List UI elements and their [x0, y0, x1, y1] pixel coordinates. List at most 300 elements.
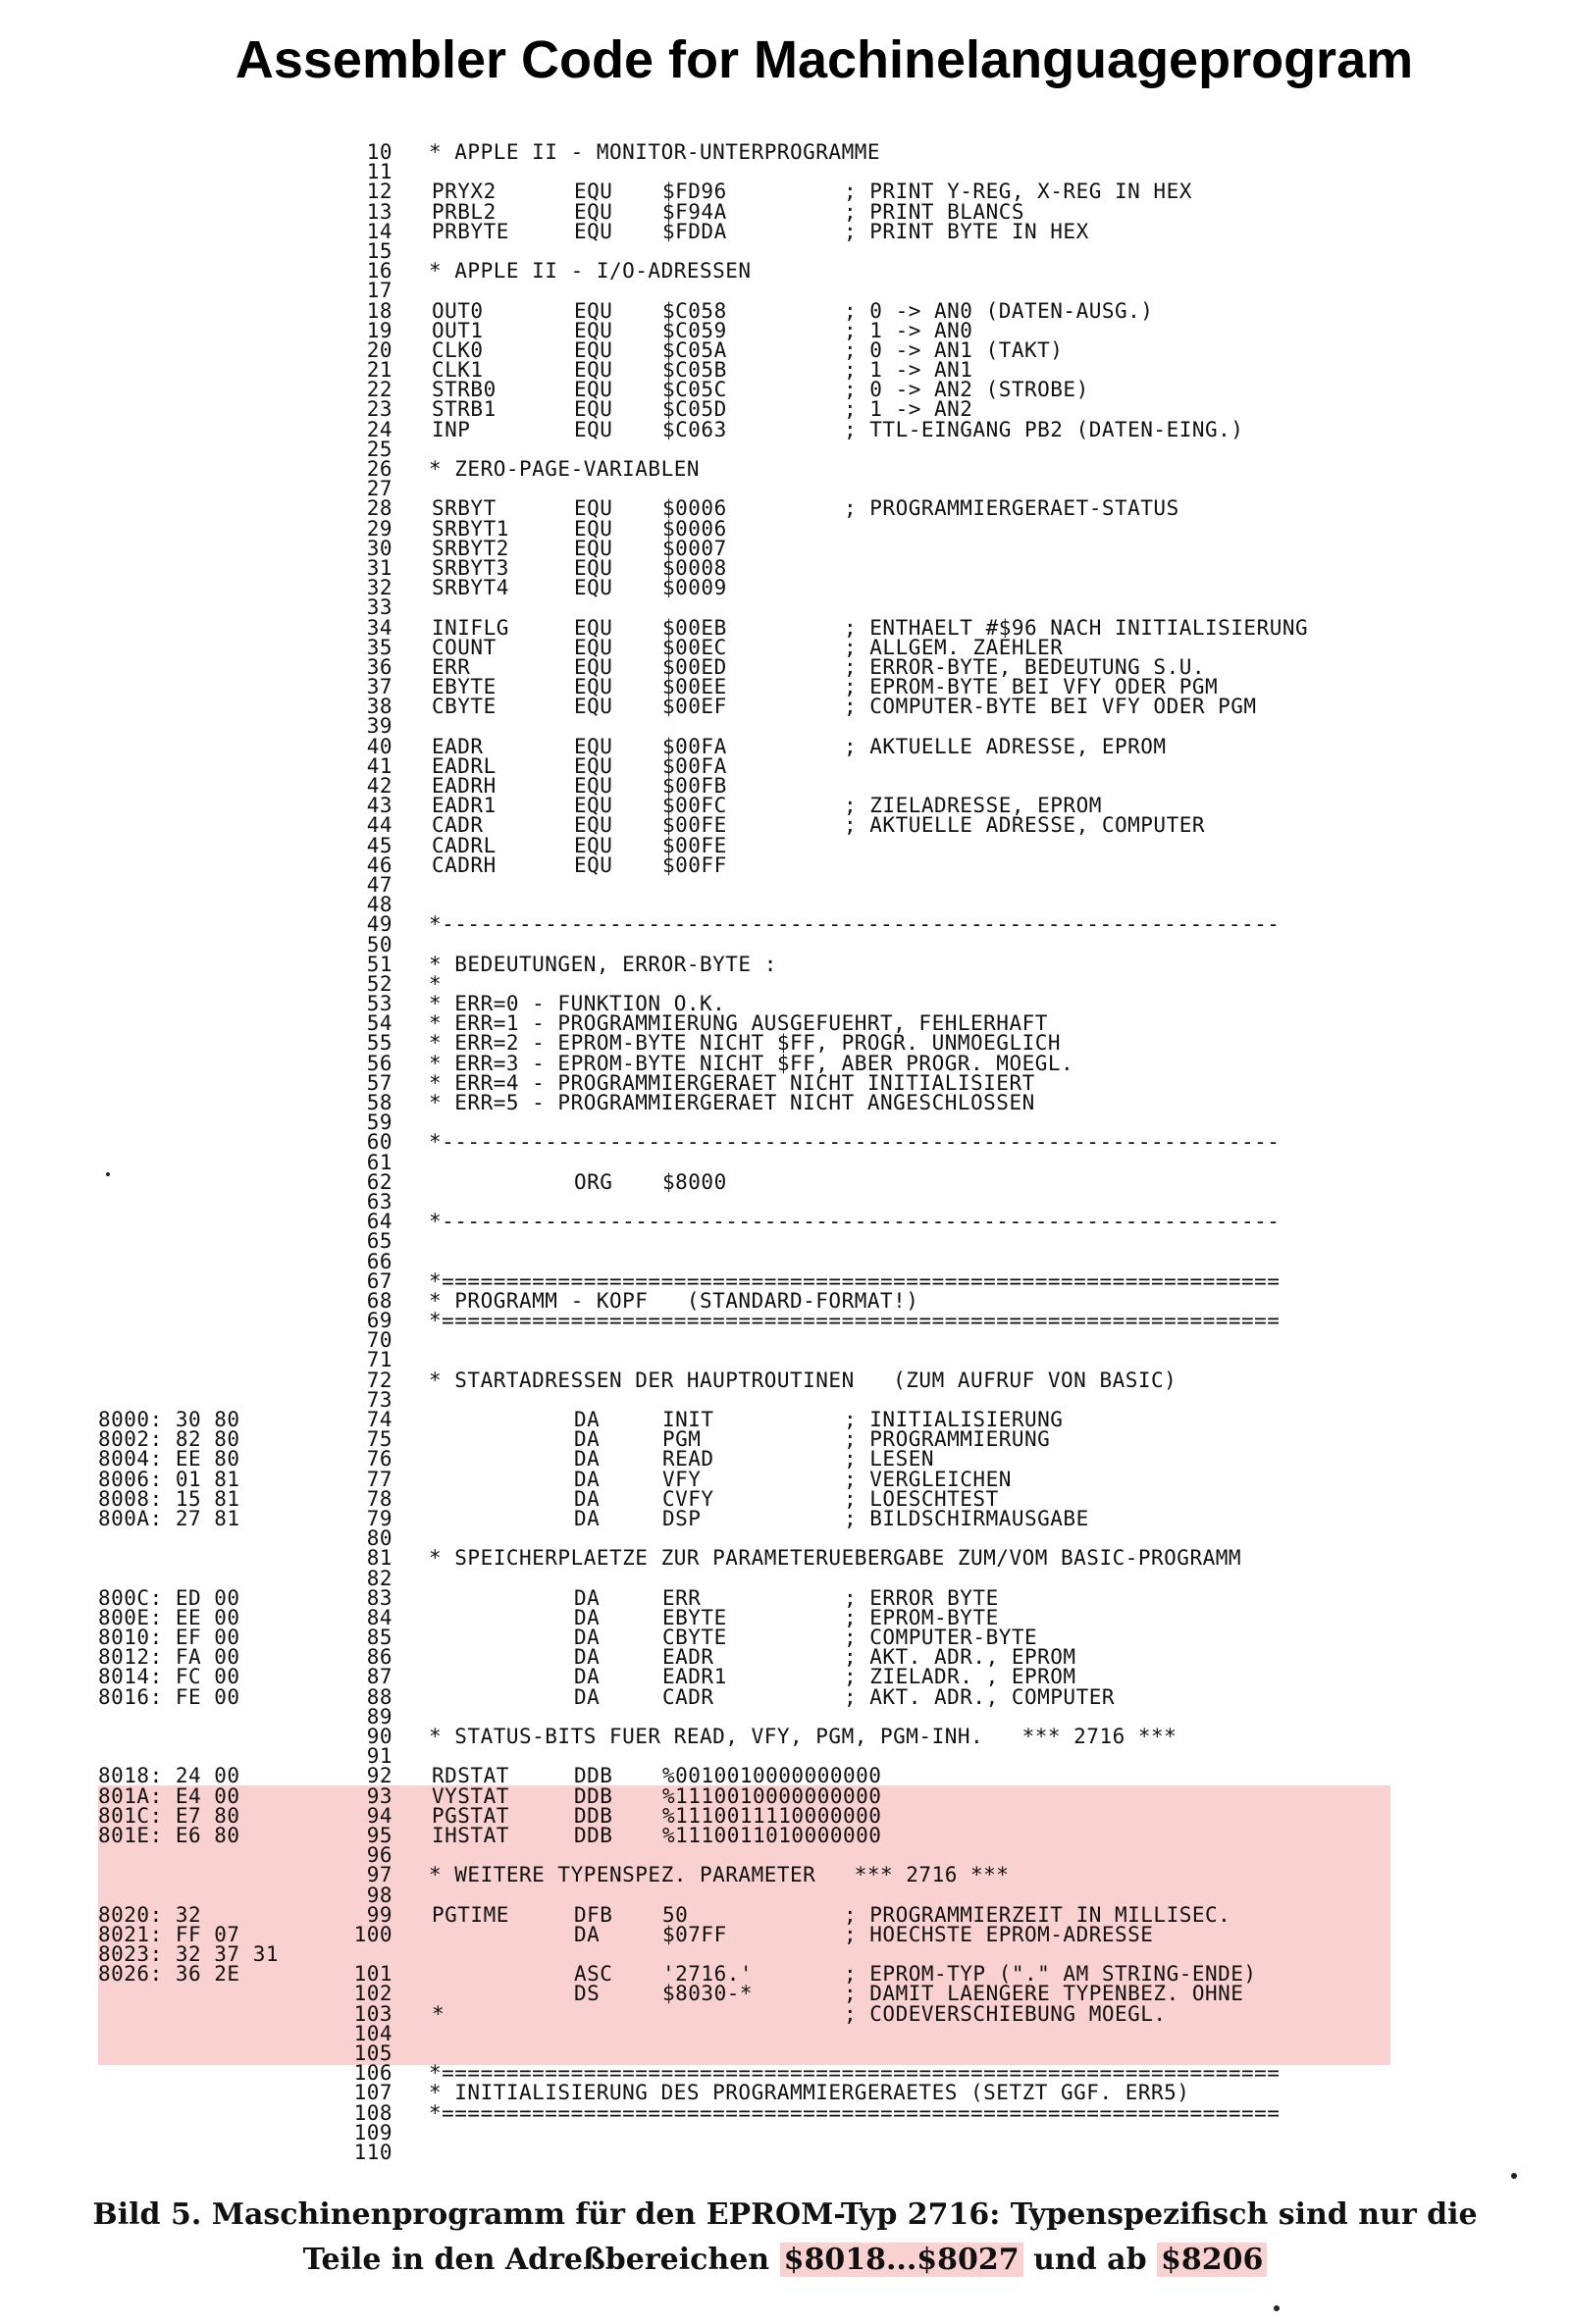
row-address-bytes: 8016: FE 00: [98, 1684, 240, 1709]
row-line-number: 85: [366, 1626, 392, 1650]
row-line-number: 20: [366, 337, 392, 362]
listing-row: [98, 1783, 1531, 1808]
row-line-number: 22: [366, 378, 392, 402]
row-operand: $00ED: [662, 654, 727, 679]
row-operand: $8000: [662, 1169, 727, 1194]
listing-row: [98, 199, 1531, 224]
row-opcode: EQU: [574, 496, 613, 521]
listing-row: [98, 595, 1531, 620]
row-comment: ; PROGRAMMIERUNG: [844, 1427, 1051, 1452]
row-operand: $0009: [662, 576, 727, 600]
row-opcode: EQU: [574, 813, 613, 838]
listing-row: [98, 1011, 1531, 1036]
row-line-number: 91: [366, 1744, 392, 1769]
row-comment: ; DAMIT LAENGERE TYPENBEZ. OHNE: [844, 1982, 1244, 2006]
listing-row: [98, 1962, 1531, 1987]
row-line-number: 83: [366, 1585, 392, 1610]
row-comment: ; 1 -> AN0: [844, 318, 973, 342]
row-opcode: EQU: [574, 516, 613, 541]
row-line-number: 75: [366, 1427, 392, 1452]
listing-row: [98, 337, 1531, 362]
listing-row: [98, 1288, 1531, 1313]
listing-row: [98, 695, 1531, 719]
listing-row: [98, 1370, 1531, 1390]
row-operand: %1110011110000000: [662, 1803, 882, 1828]
row-line-number: 25: [366, 437, 392, 461]
row-line-number: 109: [353, 2120, 392, 2144]
caption-line-1: Bild 5. Maschinenprogramm für den EPROM-Typ 2716: Typenspezifisch sind nur die: [92, 2197, 1478, 2232]
page-title: Assembler Code for Machinelanguageprogram: [235, 30, 1414, 89]
row-opcode: EQU: [574, 337, 613, 362]
row-operand: %0010010000000000: [662, 1764, 882, 1788]
row-opcode: EQU: [574, 774, 613, 798]
row-line-number: 87: [366, 1665, 392, 1689]
row-opcode: DA: [574, 1506, 601, 1530]
row-text: * ZERO-PAGE-VARIABLEN: [429, 457, 701, 481]
assembler-listing: [98, 142, 1531, 2162]
row-operand: $00FA: [662, 753, 727, 778]
row-comment: ; ERROR BYTE: [844, 1585, 999, 1610]
listing-row: [98, 1070, 1531, 1095]
row-line-number: 64: [366, 1210, 392, 1234]
row-line-number: 15: [366, 238, 392, 263]
row-opcode: DA: [574, 1922, 601, 1946]
row-label: CBYTE: [432, 695, 497, 719]
row-operand: $00EC: [662, 635, 727, 659]
row-line-number: 51: [366, 952, 392, 976]
row-opcode: ASC: [574, 1962, 613, 1987]
row-text: *=================================================================: [429, 1309, 1281, 1333]
row-comment: ; 1 -> AN1: [844, 358, 973, 383]
row-label: PRBL2: [432, 199, 497, 224]
row-line-number: 27: [366, 477, 392, 501]
row-text: * APPLE II - I/O-ADRESSEN: [429, 259, 752, 284]
row-line-number: 71: [366, 1348, 392, 1372]
row-operand: '2716.': [662, 1962, 754, 1987]
row-address-bytes: 8023: 32 37 31: [98, 1942, 280, 1967]
listing-row: [98, 397, 1531, 422]
row-line-number: 60: [366, 1130, 392, 1155]
row-opcode: DA: [574, 1665, 601, 1689]
row-line-number: 40: [366, 734, 392, 758]
row-line-number: 62: [366, 1169, 392, 1194]
listing-row: [98, 1328, 1531, 1353]
listing-row: [98, 893, 1531, 917]
listing-row: [98, 1031, 1531, 1056]
row-opcode: EQU: [574, 199, 613, 224]
row-opcode: DDB: [574, 1823, 613, 1847]
listing-row: [98, 1526, 1531, 1551]
row-line-number: 54: [366, 1011, 392, 1036]
row-operand: READ: [662, 1447, 714, 1472]
listing-row: [98, 1626, 1531, 1650]
row-line-number: 33: [366, 595, 392, 620]
row-opcode: DFB: [574, 1902, 613, 1927]
row-text: * SPEICHERPLAETZE ZUR PARAMETERUEBERGABE ZUM/VOM BASIC-PROGRAMM: [429, 1546, 1242, 1571]
listing-row: [98, 2001, 1531, 2026]
listing-row: [98, 477, 1531, 501]
row-address-bytes: 801C: E7 80: [98, 1803, 240, 1828]
row-operand: $0008: [662, 555, 727, 580]
row-line-number: 10: [366, 140, 392, 164]
row-line-number: 53: [366, 992, 392, 1016]
row-operand: EADR: [662, 1645, 714, 1670]
row-label: SRBYT: [432, 496, 497, 521]
row-comment: ; ALLGEM. ZAEHLER: [844, 635, 1064, 659]
scan-speck: [1274, 2305, 1280, 2311]
row-opcode: EQU: [574, 852, 613, 877]
listing-row: [98, 180, 1531, 204]
row-opcode: EQU: [574, 576, 613, 600]
listing-row: [98, 1486, 1531, 1511]
listing-row: [98, 1942, 1531, 1967]
row-line-number: 84: [366, 1605, 392, 1629]
row-line-number: 95: [366, 1823, 392, 1847]
row-line-number: 26: [366, 457, 392, 481]
listing-row: [98, 1823, 1531, 1847]
row-operand: ERR: [662, 1585, 702, 1610]
row-line-number: 44: [366, 813, 392, 838]
row-operand: $FDDA: [662, 219, 727, 243]
listing-row: [98, 1885, 1531, 1905]
row-opcode: DDB: [574, 1764, 613, 1788]
row-opcode: EQU: [574, 635, 613, 659]
listing-row: [98, 576, 1531, 600]
row-opcode: DA: [574, 1467, 601, 1491]
row-operand: $C063: [662, 417, 727, 441]
row-line-number: 37: [366, 675, 392, 699]
listing-row: [98, 1093, 1531, 1112]
listing-row: [98, 833, 1531, 857]
row-line-number: 67: [366, 1268, 392, 1293]
row-line-number: 48: [366, 893, 392, 917]
row-operand: $0006: [662, 496, 727, 521]
row-opcode: EQU: [574, 794, 613, 818]
listing-row: [98, 417, 1531, 441]
row-address-bytes: 8018: 24 00: [98, 1764, 240, 1788]
row-operand: $00EB: [662, 615, 727, 640]
row-line-number: 21: [366, 358, 392, 383]
row-line-number: 28: [366, 496, 392, 521]
listing-row: [98, 654, 1531, 679]
row-line-number: 57: [366, 1070, 392, 1095]
row-operand: $8030-*: [662, 1982, 754, 2006]
row-line-number: 19: [366, 318, 392, 342]
row-comment: ; ENTHAELT #$96 NACH INITIALISIERUNG: [844, 615, 1309, 640]
row-address-bytes: 8014: FC 00: [98, 1665, 240, 1689]
row-comment: ; 0 -> AN2 (STROBE): [844, 378, 1089, 402]
row-line-number: 56: [366, 1051, 392, 1075]
row-line-number: 103: [353, 2001, 392, 2026]
listing-row: [98, 971, 1531, 996]
row-label: CADRH: [432, 852, 497, 877]
row-text: * ERR=1 - PROGRAMMIERUNG AUSGEFUEHRT, FEHLERHAFT: [429, 1011, 1048, 1036]
row-line-number: 14: [366, 219, 392, 243]
row-label: PGTIME: [432, 1902, 509, 1927]
listing-row: [98, 1249, 1531, 1273]
listing-row: [98, 2043, 1531, 2063]
listing-row: [98, 2140, 1531, 2164]
row-comment: ; 0 -> AN0 (DATEN-AUSG.): [844, 298, 1154, 323]
listing-row: [98, 298, 1531, 323]
row-text: * APPLE II - MONITOR-UNTERPROGRAMME: [429, 140, 881, 164]
row-text: *-----------------------------------------------------------------: [429, 1210, 1281, 1234]
row-label: PRBYTE: [432, 219, 509, 243]
row-label: CADR: [432, 813, 484, 838]
listing-row: [98, 1704, 1531, 1729]
row-line-number: 36: [366, 654, 392, 679]
row-operand: $C058: [662, 298, 727, 323]
row-line-number: 108: [353, 2100, 392, 2125]
row-line-number: 38: [366, 695, 392, 719]
listing-row: [98, 1309, 1531, 1333]
listing-row: [98, 1348, 1531, 1372]
row-operand: $00FE: [662, 813, 727, 838]
caption-range-highlight: $8018...$8027: [780, 2243, 1023, 2277]
listing-row: [98, 318, 1531, 342]
row-label: *: [432, 2001, 445, 2026]
row-opcode: EQU: [574, 417, 613, 441]
row-operand: INIT: [662, 1408, 714, 1431]
row-operand: $0007: [662, 536, 727, 560]
row-comment: ; ZIELADRESSE, EPROM: [844, 794, 1102, 818]
row-comment: ; PROGRAMMIERZEIT IN MILLISEC.: [844, 1902, 1231, 1927]
row-text: * WEITERE TYPENSPEZ. PARAMETER *** 2716 ***: [429, 1863, 1010, 1887]
row-comment: ; PRINT BYTE IN HEX: [844, 219, 1089, 243]
row-line-number: 16: [366, 259, 392, 284]
row-operand: $00FF: [662, 852, 727, 877]
row-comment: ; AKTUELLE ADRESSE, EPROM: [844, 734, 1167, 758]
row-label: SRBYT3: [432, 555, 509, 580]
row-operand: $FD96: [662, 180, 727, 204]
listing-row: [98, 516, 1531, 541]
row-line-number: 104: [353, 2021, 392, 2045]
listing-row: [98, 776, 1531, 796]
row-comment: ; PRINT BLANCS: [844, 199, 1025, 224]
row-line-number: 24: [366, 417, 392, 441]
row-label: SRBYT1: [432, 516, 509, 541]
row-line-number: 23: [366, 397, 392, 422]
row-label: CLK0: [432, 337, 484, 362]
row-comment: ; PROGRAMMIERGERAET-STATUS: [844, 496, 1179, 521]
row-opcode: DA: [574, 1684, 601, 1709]
row-comment: ; AKT. ADR., COMPUTER: [844, 1684, 1116, 1709]
row-line-number: 45: [366, 833, 392, 857]
row-opcode: EQU: [574, 734, 613, 758]
listing-row: [98, 1427, 1531, 1452]
row-label: RDSTAT: [432, 1764, 509, 1788]
row-text: *-----------------------------------------------------------------: [429, 912, 1281, 937]
listing-row: [98, 1229, 1531, 1254]
row-operand: $C05A: [662, 337, 727, 362]
row-line-number: 61: [366, 1150, 392, 1174]
row-opcode: EQU: [574, 397, 613, 422]
row-line-number: 82: [366, 1566, 392, 1590]
listing-row: [98, 794, 1531, 818]
listing-row: [98, 753, 1531, 778]
row-text: *=================================================================: [429, 1268, 1281, 1293]
listing-row: [98, 1922, 1531, 1946]
row-text: * STARTADRESSEN DER HAUPTROUTINEN (ZUM AUFRUF VON BASIC): [429, 1368, 1178, 1392]
row-opcode: EQU: [574, 298, 613, 323]
row-line-number: 77: [366, 1467, 392, 1491]
row-line-number: 42: [366, 774, 392, 798]
row-opcode: EQU: [574, 555, 613, 580]
row-line-number: 50: [366, 932, 392, 956]
row-address-bytes: 8004: EE 80: [98, 1447, 240, 1472]
row-label: EADR1: [432, 794, 497, 818]
listing-row: [98, 142, 1531, 162]
row-opcode: ORG: [574, 1169, 613, 1194]
row-label: INIFLG: [432, 615, 509, 640]
row-comment: ; INITIALISIERUNG: [844, 1408, 1064, 1431]
listing-row: [98, 496, 1531, 521]
listing-row: [98, 992, 1531, 1016]
listing-row: [98, 259, 1531, 284]
row-address-bytes: 800A: 27 81: [98, 1506, 240, 1530]
row-text: *=================================================================: [429, 2100, 1281, 2125]
row-opcode: DS: [574, 1982, 601, 2006]
row-text: *: [429, 971, 443, 996]
row-line-number: 94: [366, 1803, 392, 1828]
listing-row: [98, 1684, 1531, 1709]
row-operand: %1110010000000000: [662, 1783, 882, 1808]
row-address-bytes: 800C: ED 00: [98, 1585, 240, 1610]
caption-address-highlight: $8206: [1157, 2243, 1267, 2277]
row-operand: 50: [662, 1902, 689, 1927]
listing-row: [98, 1585, 1531, 1610]
row-operand: PGM: [662, 1427, 702, 1452]
listing-row: [98, 1051, 1531, 1075]
listing-row: [98, 1546, 1531, 1571]
listing-row: [98, 219, 1531, 243]
row-comment: ; EPROM-TYP ("." AM STRING-ENDE): [844, 1962, 1257, 1987]
listing-row: [98, 279, 1531, 303]
row-comment: ; PRINT Y-REG, X-REG IN HEX: [844, 180, 1192, 204]
listing-row: [98, 2061, 1531, 2086]
row-line-number: 43: [366, 794, 392, 818]
row-label: PRYX2: [432, 180, 497, 204]
listing-row: [98, 1605, 1531, 1629]
row-text: * PROGRAMM - KOPF (STANDARD-FORMAT!): [429, 1288, 919, 1313]
row-address-bytes: 8008: 15 81: [98, 1486, 240, 1511]
row-opcode: DA: [574, 1585, 601, 1610]
row-operand: $C05C: [662, 378, 727, 402]
listing-row: [98, 677, 1531, 697]
listing-row: [98, 1110, 1531, 1135]
row-line-number: 100: [353, 1922, 392, 1946]
row-line-number: 39: [366, 714, 392, 739]
listing-row: [98, 2021, 1531, 2045]
row-line-number: 78: [366, 1486, 392, 1511]
listing-row: [98, 378, 1531, 402]
listing-row: [98, 160, 1531, 184]
row-address-bytes: 8000: 30 80: [98, 1408, 240, 1431]
listing-row: [98, 1865, 1531, 1885]
row-text: * ERR=0 - FUNKTION O.K.: [429, 992, 726, 1016]
row-opcode: DA: [574, 1486, 601, 1511]
listing-row: [98, 1902, 1531, 1927]
listing-row: [98, 635, 1531, 659]
row-comment: ; COMPUTER-BYTE: [844, 1626, 1038, 1650]
listing-row: [98, 1744, 1531, 1769]
listing-row: [98, 1645, 1531, 1670]
row-operand: $00FE: [662, 833, 727, 857]
row-label: SRBYT4: [432, 576, 509, 600]
row-line-number: 46: [366, 852, 392, 877]
row-comment: ; AKTUELLE ADRESSE, COMPUTER: [844, 813, 1206, 838]
row-address-bytes: 8002: 82 80: [98, 1427, 240, 1452]
row-line-number: 89: [366, 1704, 392, 1729]
row-text: * ERR=2 - EPROM-BYTE NICHT $FF, PROGR. UNMOEGLICH: [429, 1031, 1062, 1056]
listing-row: [98, 1150, 1531, 1174]
listing-row: [98, 1727, 1531, 1746]
row-label: PGSTAT: [432, 1803, 509, 1828]
row-line-number: 12: [366, 180, 392, 204]
listing-row: [98, 734, 1531, 758]
listing-row: [98, 1843, 1531, 1868]
row-opcode: DA: [574, 1408, 601, 1431]
row-line-number: 70: [366, 1328, 392, 1353]
row-address-bytes: 800E: EE 00: [98, 1605, 240, 1629]
row-line-number: 86: [366, 1645, 392, 1670]
listing-row: [98, 1189, 1531, 1214]
row-line-number: 11: [366, 160, 392, 184]
listing-row: [98, 932, 1531, 956]
row-operand: $C05B: [662, 358, 727, 383]
row-label: VYSTAT: [432, 1783, 509, 1808]
row-opcode: DA: [574, 1427, 601, 1452]
row-operand: $00FB: [662, 774, 727, 798]
row-opcode: EQU: [574, 180, 613, 204]
row-label: SRBYT2: [432, 536, 509, 560]
row-text: * BEDEUTUNGEN, ERROR-BYTE :: [429, 952, 777, 976]
caption-line-2: [0, 2238, 1570, 2283]
listing-row: [98, 555, 1531, 580]
row-label: EADR: [432, 734, 484, 758]
listing-row: [98, 1447, 1531, 1472]
listing-row: [98, 1803, 1531, 1828]
listing-row: [98, 714, 1531, 739]
row-operand: CADR: [662, 1684, 714, 1709]
row-label: OUT0: [432, 298, 484, 323]
listing-row: [98, 852, 1531, 877]
row-operand: $00EF: [662, 695, 727, 719]
row-line-number: 17: [366, 279, 392, 303]
row-line-number: 88: [366, 1684, 392, 1709]
row-comment: ; VERGLEICHEN: [844, 1467, 1012, 1491]
row-line-number: 63: [366, 1189, 392, 1214]
listing-row: [98, 1467, 1531, 1491]
row-label: INP: [432, 417, 471, 441]
row-operand: %1110011010000000: [662, 1823, 882, 1847]
row-text: * ERR=4 - PROGRAMMIERGERAET NICHT INITIALISIERT: [429, 1070, 1035, 1095]
row-label: EADRL: [432, 753, 497, 778]
row-operand: $07FF: [662, 1922, 727, 1946]
listing-row: [98, 1982, 1531, 2006]
row-line-number: 74: [366, 1408, 392, 1431]
row-opcode: EQU: [574, 378, 613, 402]
row-operand: $00FA: [662, 734, 727, 758]
row-comment: ; LOESCHTEST: [844, 1486, 999, 1511]
row-opcode: EQU: [574, 358, 613, 383]
row-line-number: 105: [353, 2041, 392, 2065]
row-line-number: 101: [353, 1962, 392, 1987]
row-text: * ERR=5 - PROGRAMMIERGERAET NICHT ANGESCHLOSSEN: [429, 1091, 1035, 1114]
row-line-number: 66: [366, 1249, 392, 1273]
row-label: CADRL: [432, 833, 497, 857]
row-comment: ; LESEN: [844, 1447, 935, 1472]
